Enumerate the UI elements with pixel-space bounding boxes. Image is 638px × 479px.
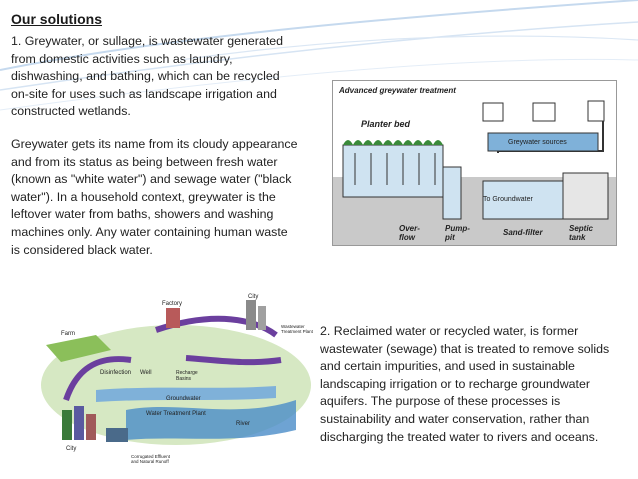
diagram-title: Advanced greywater treatment xyxy=(339,86,456,95)
disinfection-label: Disinfection xyxy=(100,370,132,376)
reclaimed-water-paragraph: 2. Reclaimed water or recycled water, is former wastewater (sewage) that is treated to remove solids and certain impurities, and used in sustainable landscaping irrigation or to recharge groundwater aquifers. The purpose of these processes is sustainability and water conservation, rather than discharging the treated water to rivers and oceans. xyxy=(320,324,610,444)
sandfilter-label: Sand-filter xyxy=(503,228,543,237)
greywater-paragraph: 1. Greywater, or sullage, is wastewater generated from domestic activities such as laundry, dishwashing, and bathing, which can be recycled on-site for uses such as landscape irrigation and constructed wetlands. xyxy=(11,34,284,119)
sources-label: Greywater sources xyxy=(508,139,567,146)
farm-label: Farm xyxy=(61,331,75,337)
overflow-label: Over-flow xyxy=(399,224,420,242)
greywater-explanation-paragraph: Greywater gets its name from its cloudy appearance and from its status as being between fresh water (known as "white water") and sewage water ("black water"). In a household context, greywater is the leftover water from baths, showers and washing machines only. Any water containing human waste is considered black water. xyxy=(11,137,298,257)
well-label: Well xyxy=(140,370,152,376)
to-groundwater-label: To Groundwater xyxy=(483,196,533,203)
greywater-treatment-diagram xyxy=(332,80,617,246)
water-reuse-cycle-diagram xyxy=(36,290,314,470)
page-title: Our solutions xyxy=(11,11,102,27)
factory-label: Factory xyxy=(162,301,183,307)
groundwater-label: Groundwater xyxy=(166,396,201,402)
river-label: River xyxy=(236,421,251,427)
city-top-label: City xyxy=(248,294,259,300)
runoff-label: Corrugated Effluent and Natural Runoff xyxy=(131,454,170,464)
septic-label: Septic tank xyxy=(569,224,594,242)
planter-label: Planter bed xyxy=(361,119,411,129)
recharge-label: Recharge Basins xyxy=(176,370,198,382)
wastewater-label: Wastewater Treatment Plant xyxy=(281,324,313,334)
pumppit-label: Pump-pit xyxy=(445,224,470,242)
city-bottom-label: City xyxy=(66,446,77,452)
wtp-label: Water Treatment Plant xyxy=(146,411,206,417)
